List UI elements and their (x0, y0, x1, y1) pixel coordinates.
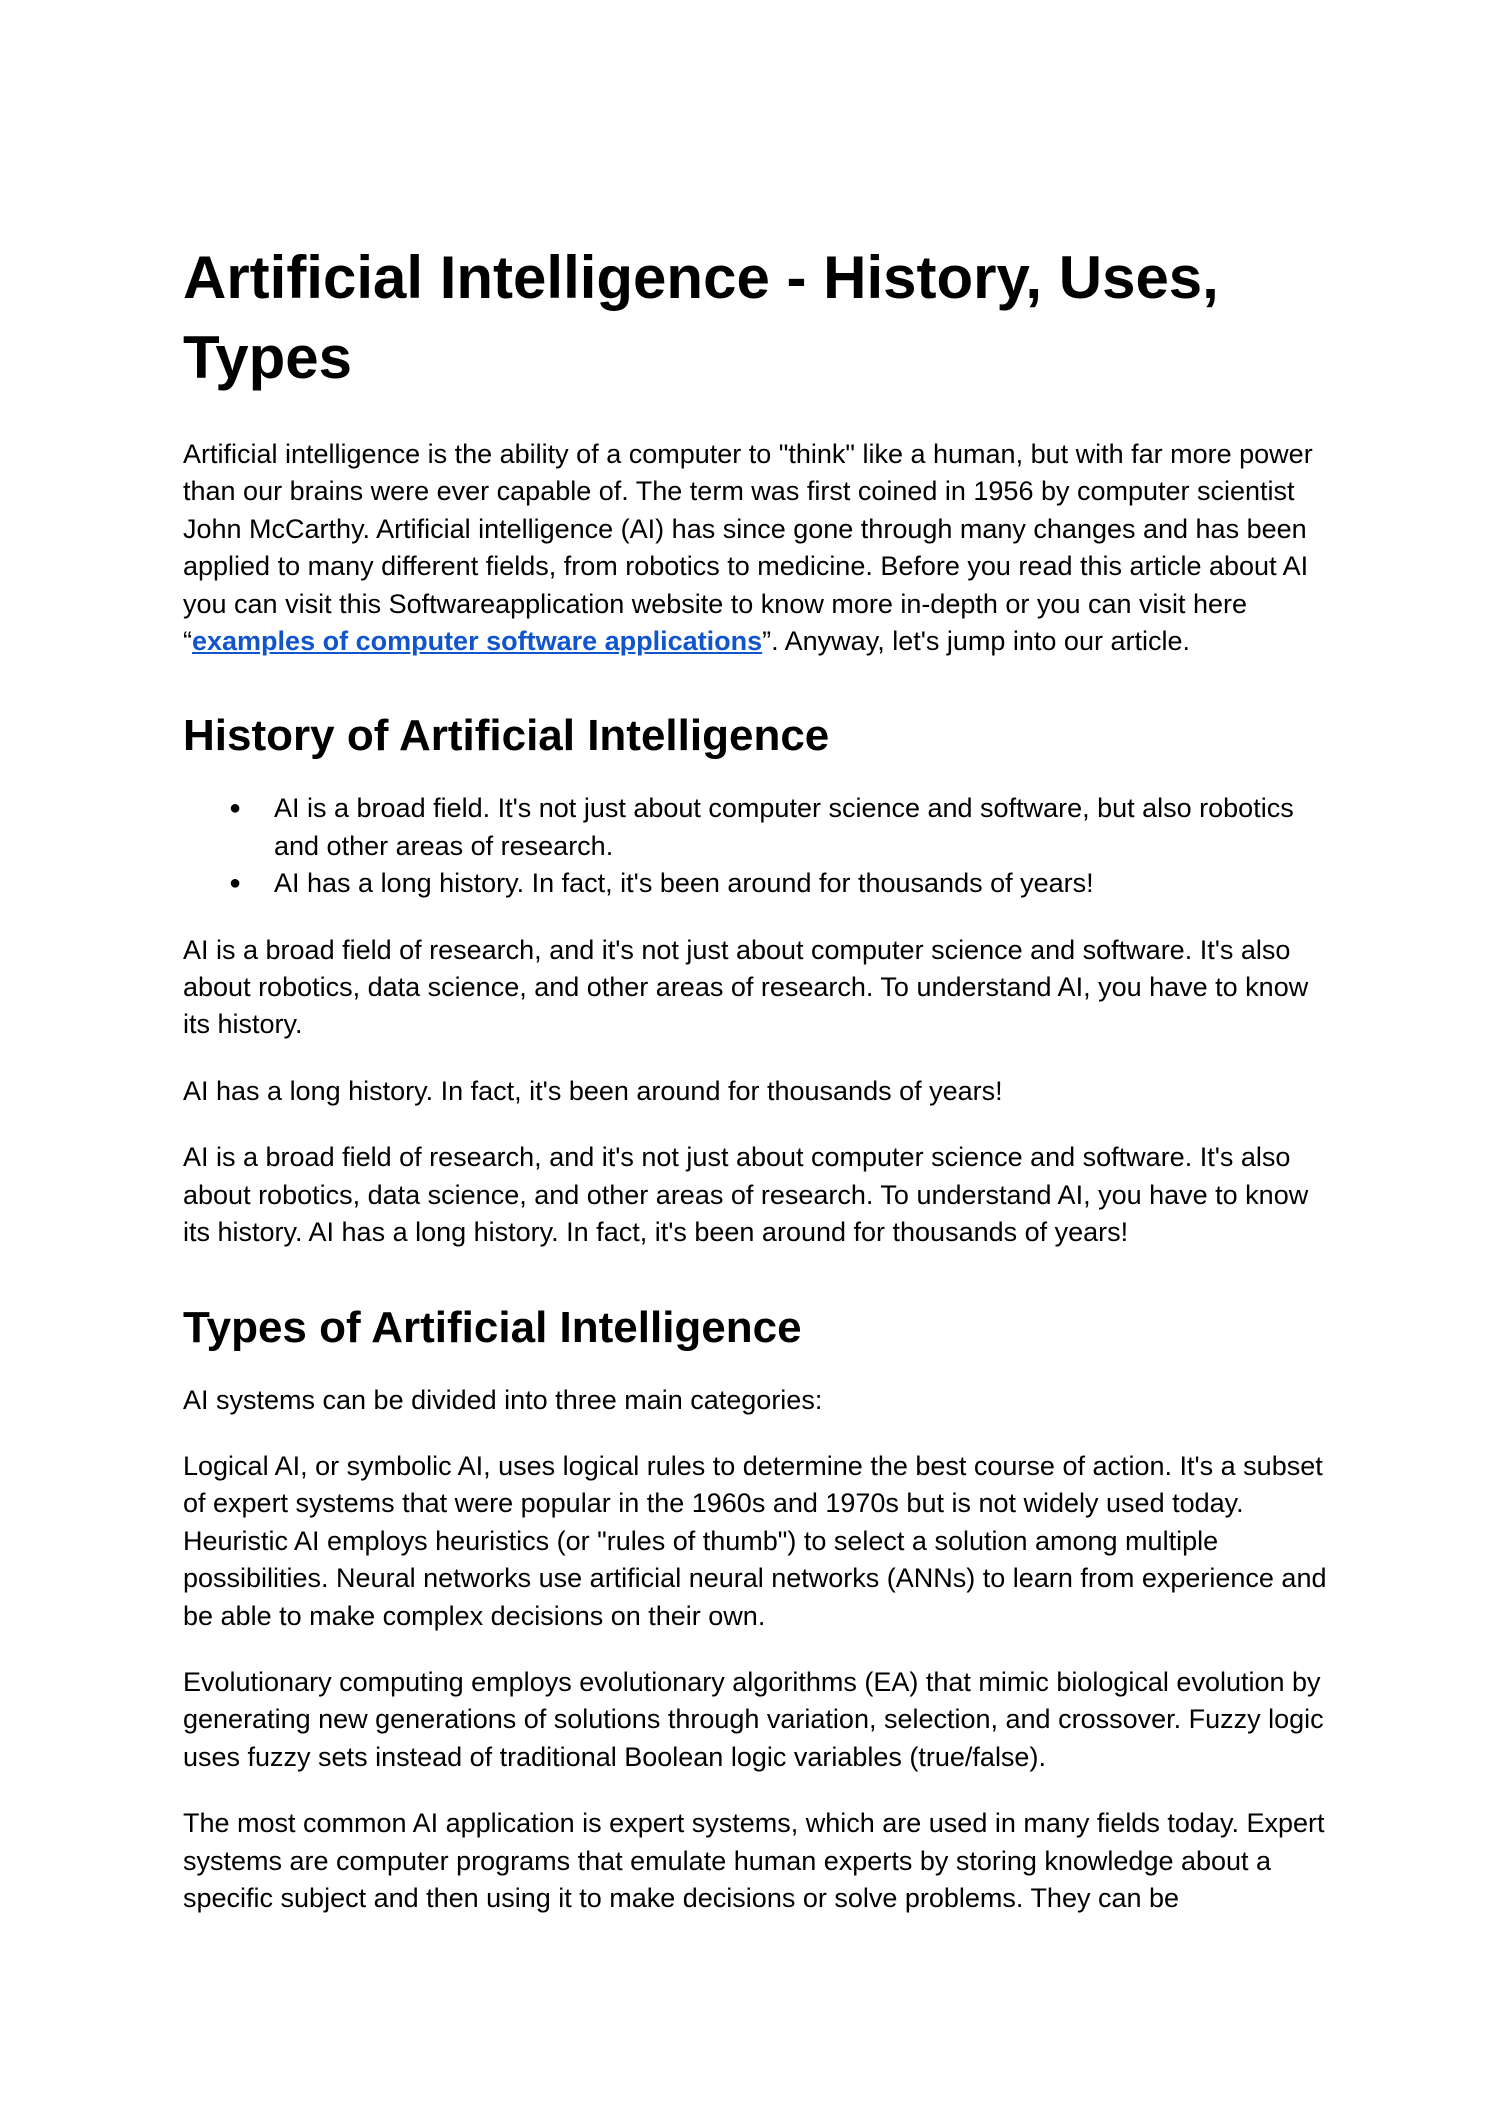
history-paragraph: AI is a broad field of research, and it's not just about computer science and software. It's also about robotics, data science, and other areas of research. To understand AI, you have to know its history. AI has a long history. In fact, it's been around for thousands of years! (183, 1142, 1309, 1248)
bullet-list-item (183, 790, 1333, 865)
intro-text-before-link: Artificial intelligence is the ability of a computer to "think" like a human, but with far more power than our brains were ever capable of. The term was first coined in 1956 by computer scientist John McCarthy. Artificial intelligence (AI) has since gone through many changes and has been applied to many different fields, from robotics to medicine. Before you read this article about AI you can visit this Softwareapplication website to know more in-depth or you can visit here “ (183, 439, 1313, 657)
bullet-dot-icon: ● (229, 797, 242, 820)
history-paragraph: AI is a broad field of research, and it's not just about computer science and software. It's also about robotics, data science, and other areas of research. To understand AI, you have to know its history. (183, 934, 1309, 1040)
document-page (183, 238, 1333, 1946)
bullet-dot-icon: ● (229, 872, 242, 895)
bullet-text: AI has a long history. In fact, it's been around for thousands of years! (274, 868, 1094, 899)
page-title: Artificial Intelligence - History, Uses, Types (183, 244, 1219, 391)
history-paragraph: AI has a long history. In fact, it's been around for thousands of years! (183, 1075, 1003, 1106)
types-paragraph: Evolutionary computing employs evolutionary algorithms (EA) that mimic biological evolution by generating new generations of solutions through variation, selection, and crossover. Fuzzy logic uses fuzzy sets instead of traditional Boolean logic variables (true/false). (183, 1666, 1324, 1772)
intro-text-after-link: ”. Anyway, let's jump into our article. (762, 626, 1190, 657)
intro-paragraph (183, 436, 1333, 660)
bullet-list-item (183, 865, 1333, 902)
types-heading: Types of Artificial Intelligence (183, 1302, 802, 1352)
software-applications-link[interactable]: examples of computer software applications (192, 626, 763, 657)
history-heading: History of Artificial Intelligence (183, 711, 830, 761)
types-paragraph: Logical AI, or symbolic AI, uses logical rules to determine the best course of action. It's a subset of expert systems that were popular in the 1960s and 1970s but is not widely used today. Heuristic AI employs heuristics (or "rules of thumb") to select a solution among multiple possibilities. Neural networks use artificial neural networks (ANNs) to learn from experience and be able to make complex decisions on their own. (183, 1450, 1327, 1631)
history-bullet-list (183, 790, 1333, 902)
types-paragraph: AI systems can be divided into three main categories: (183, 1384, 823, 1415)
bullet-text: AI is a broad field. It's not just about computer science and software, but also robotics and other areas of research. (274, 793, 1294, 861)
types-paragraph: The most common AI application is expert systems, which are used in many fields today. Expert systems are computer programs that emulate human experts by storing knowledge about a specific subject and then using it to make decisions or solve problems. They can be (183, 1808, 1325, 1913)
